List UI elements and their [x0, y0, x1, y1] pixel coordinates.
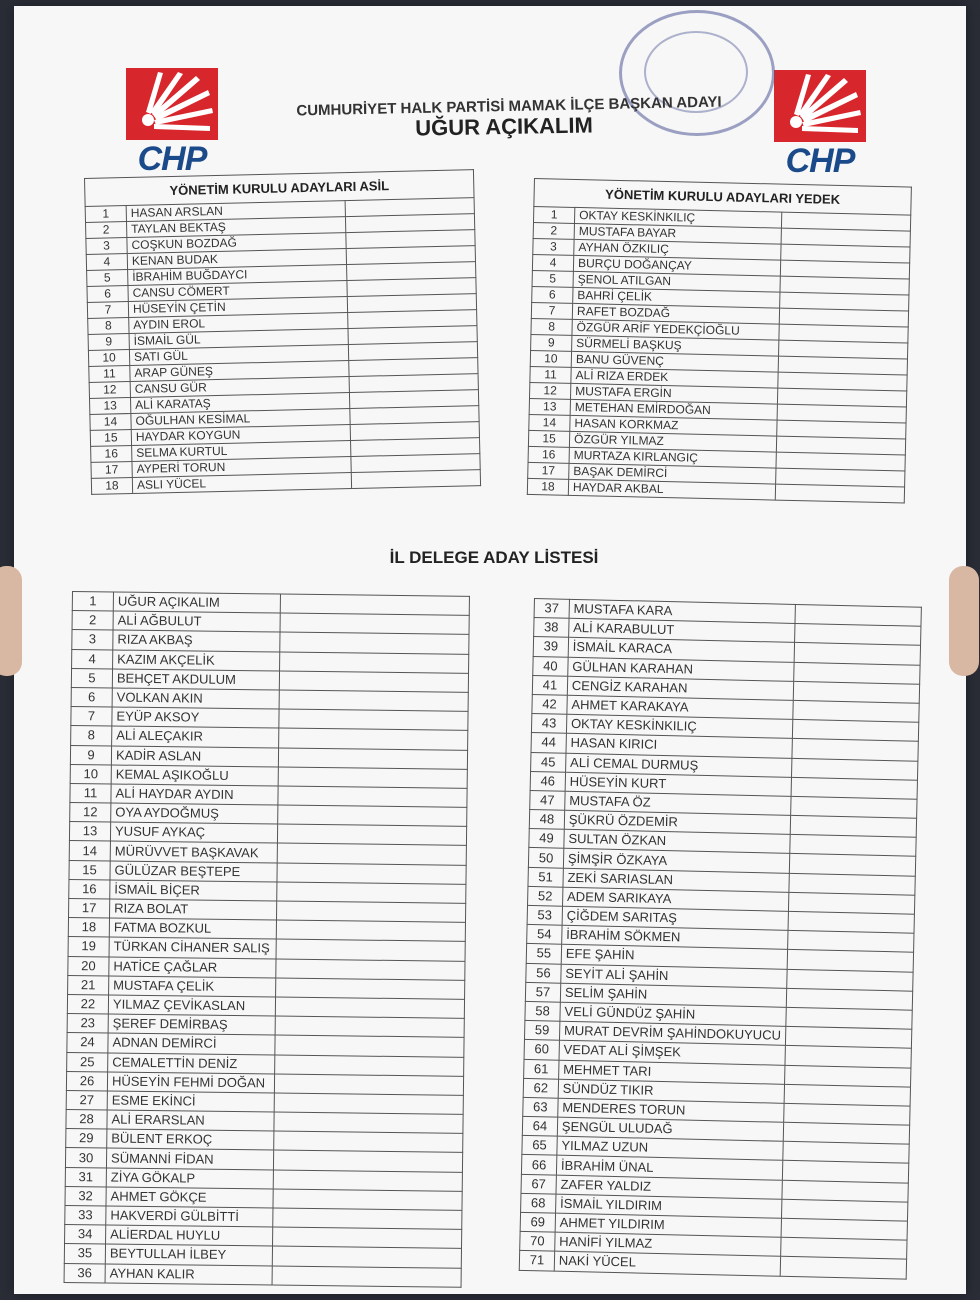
candidate-name: HAKVERDİ GÜLBİTTİ: [106, 1206, 273, 1227]
candidate-name: AYHAN ÖZKILIÇ: [574, 239, 781, 260]
candidate-name: HAYDAR AKBAL: [568, 479, 775, 500]
row-number: 18: [68, 918, 109, 938]
il-delege-table-left: [64, 591, 470, 1288]
row-number: 23: [67, 1014, 108, 1034]
candidate-name: MÜRÜVVET BAŞKAVAK: [110, 841, 277, 862]
il-delege-title: İL DELEGE ADAY LİSTESİ: [389, 548, 599, 567]
row-number: 2: [72, 611, 113, 631]
chp-logo-right: [774, 70, 866, 180]
row-number: 14: [90, 413, 131, 430]
row-number: 37: [534, 599, 569, 619]
candidate-name: AHMET YILDIRIM: [555, 1213, 781, 1237]
row-number: 33: [65, 1205, 106, 1225]
row-number: 16: [91, 445, 132, 462]
row-number: 61: [524, 1059, 559, 1079]
candidate-name: SULTAN ÖZKAN: [564, 829, 790, 853]
row-number: 58: [525, 1001, 560, 1021]
row-number: 24: [67, 1033, 108, 1053]
candidate-name: HATİCE ÇAĞLAR: [109, 957, 276, 978]
row-number: 18: [91, 477, 132, 494]
empty-cell: [273, 1208, 462, 1229]
row-number: 54: [527, 925, 562, 945]
candidate-name: ŞÜKRÜ ÖZDEMİR: [564, 810, 790, 834]
candidate-name: BAŞAK DEMİRCİ: [569, 463, 776, 484]
candidate-name: TAYLAN BEKTAŞ: [126, 217, 345, 238]
row-number: 68: [521, 1193, 556, 1213]
empty-cell: [280, 594, 469, 615]
candidate-name: İSMAİL KARACA: [568, 638, 794, 662]
empty-cell: [274, 1112, 463, 1133]
chp-logo-left: [126, 68, 218, 178]
empty-cell: [275, 997, 464, 1018]
candidate-name: HÜSEYİN KURT: [565, 772, 791, 796]
candidate-name: COŞKUN BOZDAĞ: [127, 233, 346, 254]
candidate-name: BAHRİ ÇELİK: [573, 287, 780, 308]
row-number: 15: [90, 429, 131, 446]
candidate-name: ESME EKİNCİ: [107, 1091, 274, 1112]
candidate-name: OKTAY KESKİNKILIÇ: [566, 714, 792, 738]
candidate-name: VOLKAN AKIN: [112, 688, 279, 709]
candidate-name: ALİ ERARSLAN: [107, 1110, 274, 1131]
row-number: 13: [69, 822, 110, 842]
candidate-name: ALİERDAL HUYLU: [106, 1225, 273, 1246]
document-paper: [14, 6, 966, 1294]
candidate-name: HASAN KORKMAZ: [570, 415, 777, 436]
candidate-name: BURÇU DOĞANÇAY: [573, 255, 780, 276]
empty-cell: [272, 1246, 461, 1267]
candidate-name: ALİ KARABULUT: [568, 618, 794, 642]
row-number: 1: [533, 207, 574, 224]
row-number: 20: [68, 956, 109, 976]
empty-cell: [273, 1189, 462, 1210]
candidate-name: SEYİT ALİ ŞAHİN: [561, 964, 787, 988]
empty-cell: [351, 470, 480, 489]
row-number: 7: [71, 707, 112, 727]
candidate-name: MUSTAFA BAYAR: [574, 223, 781, 244]
empty-cell: [277, 882, 466, 903]
row-number: 17: [528, 462, 569, 479]
row-number: 67: [521, 1174, 556, 1194]
empty-cell: [279, 690, 468, 711]
row-number: 47: [530, 790, 565, 810]
candidate-name: HASAN ARSLAN: [126, 201, 345, 222]
row-number: 9: [531, 334, 572, 351]
candidate-name: KEMAL AŞIKOĞLU: [111, 765, 278, 786]
logo-text: CHP: [785, 142, 855, 180]
row-number: 15: [69, 860, 110, 880]
row-number: 14: [529, 414, 570, 431]
candidate-name: BEYTULLAH İLBEY: [105, 1244, 272, 1265]
candidate-name: SÜNDÜZ TIKIR: [558, 1079, 784, 1103]
row-number: 10: [530, 350, 571, 367]
candidate-name: ADNAN DEMİRCİ: [108, 1033, 275, 1054]
row-number: 5: [87, 270, 128, 287]
candidate-name: MURAT DEVRİM ŞAHİNDOKUYUCU: [559, 1021, 785, 1045]
row-number: 7: [87, 302, 128, 319]
row-number: 63: [523, 1097, 558, 1117]
candidate-name: ZİYA GÖKALP: [106, 1168, 273, 1189]
row-number: 6: [71, 687, 112, 707]
candidate-name: ŞENGÜL ULUDAĞ: [557, 1117, 783, 1141]
candidate-name: HAYDAR KOYGUN: [131, 425, 350, 446]
row-number: 50: [528, 848, 563, 868]
candidate-name: CEMALETTİN DENİZ: [108, 1052, 275, 1073]
candidate-name: EFE ŞAHİN: [561, 945, 787, 969]
candidate-name: SÜMANNİ FİDAN: [106, 1148, 273, 1169]
candidate-name: GÜLHAN KARAHAN: [568, 657, 794, 681]
empty-cell: [273, 1150, 462, 1171]
row-number: 6: [532, 286, 573, 303]
row-number: 69: [520, 1212, 555, 1232]
empty-cell: [276, 978, 465, 999]
candidate-name: OĞULHAN KESİMAL: [131, 409, 350, 430]
empty-cell: [279, 709, 468, 730]
candidate-name: KAZIM AKÇELİK: [113, 650, 280, 671]
candidate-name: UĞUR AÇIKALIM: [113, 592, 280, 613]
row-number: 39: [533, 637, 568, 657]
row-number: 6: [87, 286, 128, 303]
candidate-name: ŞENOL ATILGAN: [573, 271, 780, 292]
candidate-name: ASLI YÜCEL: [132, 473, 351, 494]
row-number: 45: [531, 752, 566, 772]
right-thumb: [949, 566, 979, 676]
candidate-name: ŞİMŞİR ÖZKAYA: [563, 849, 789, 873]
candidate-name: ZAFER YALDIZ: [556, 1175, 782, 1199]
empty-cell: [775, 484, 904, 503]
candidate-name: AYHAN KALIR: [105, 1264, 272, 1285]
candidate-name: CANSU GÜR: [130, 377, 349, 398]
candidate-name: MUSTAFA ÇELİK: [109, 976, 276, 997]
row-number: 46: [530, 771, 565, 791]
row-number: 12: [529, 382, 570, 399]
candidate-name: HÜSEYİN FEHMİ DOĞAN: [107, 1072, 274, 1093]
row-number: 13: [529, 398, 570, 415]
row-number: 66: [521, 1155, 556, 1175]
row-number: 12: [89, 382, 130, 399]
candidate-name: İSMAİL BİÇER: [110, 880, 277, 901]
candidate-name: AHMET KARAKAYA: [567, 695, 793, 719]
candidate-name: İBRAHİM BUĞDAYCI: [128, 265, 347, 286]
row-number: 18: [527, 478, 568, 495]
row-number: 21: [68, 975, 109, 995]
candidate-name: TÜRKAN CİHANER SALIŞ: [109, 937, 276, 958]
candidate-name: RAFET BOZDAĞ: [572, 303, 779, 324]
row-number: 36: [64, 1263, 105, 1283]
candidate-name: AHMET GÖKÇE: [106, 1187, 273, 1208]
candidate-name: ALİ ALEÇAKIR: [112, 726, 279, 747]
row-number: 2: [86, 222, 127, 239]
yedek-body: [527, 207, 910, 503]
row-number: 43: [531, 714, 566, 734]
row-number: 1: [72, 592, 113, 612]
row-number: 11: [530, 366, 571, 383]
row-number: 8: [88, 318, 129, 335]
row-number: 4: [72, 649, 113, 669]
candidate-name: HASAN KIRICI: [566, 734, 792, 758]
header-subtitle: CUMHURİYET HALK PARTİSİ MAMAK İLÇE BAŞKAN ADAYI: [296, 93, 722, 120]
row-number: 53: [527, 905, 562, 925]
row-number: 29: [66, 1129, 107, 1149]
row-number: 1: [85, 206, 126, 223]
candidate-name: ALİ HAYDAR AYDIN: [111, 784, 278, 805]
list-row: [64, 1263, 461, 1287]
row-number: 59: [524, 1021, 559, 1041]
candidate-name: MENDERES TORUN: [558, 1098, 784, 1122]
candidate-name: VEDAT ALİ ŞİMŞEK: [559, 1041, 785, 1065]
candidate-name: ÖZGÜR YILMAZ: [569, 431, 776, 452]
row-number: 12: [70, 803, 111, 823]
candidate-name: CANSU CÖMERT: [128, 281, 347, 302]
row-number: 3: [72, 630, 113, 650]
candidate-name: HÜSEYİN ÇETİN: [128, 297, 347, 318]
asil-table: [84, 169, 481, 495]
row-number: 22: [67, 994, 108, 1014]
row-number: 27: [66, 1090, 107, 1110]
candidate-name: YILMAZ ÇEVİKASLAN: [108, 995, 275, 1016]
candidate-name: ALİ CEMAL DURMUŞ: [565, 753, 791, 777]
candidate-name: OYA AYDOĞMUŞ: [111, 803, 278, 824]
empty-cell: [276, 901, 465, 922]
row-number: 14: [69, 841, 110, 861]
empty-cell: [780, 1257, 907, 1279]
candidate-name: MUSTAFA ÖZ: [565, 791, 791, 815]
candidate-name: SÜRMELİ BAŞKUŞ: [572, 335, 779, 356]
candidate-name: BÜLENT ERKOÇ: [107, 1129, 274, 1150]
candidate-name: YILMAZ UZUN: [557, 1136, 783, 1160]
candidate-name: MURTAZA KIRLANGIÇ: [569, 447, 776, 468]
row-number: 71: [519, 1251, 554, 1271]
empty-cell: [273, 1227, 462, 1248]
row-number: 56: [526, 963, 561, 983]
candidate-name: İSMAİL GÜL: [129, 329, 348, 350]
row-number: 51: [528, 867, 563, 887]
empty-cell: [278, 767, 467, 788]
row-number: 9: [70, 745, 111, 765]
row-number: 38: [534, 618, 569, 638]
empty-cell: [276, 939, 465, 960]
candidate-name: ADEM SARIKAYA: [562, 887, 788, 911]
empty-cell: [275, 1035, 464, 1056]
row-number: 5: [71, 668, 112, 688]
empty-cell: [279, 671, 468, 692]
empty-cell: [279, 728, 468, 749]
candidate-name: BANU GÜVENÇ: [571, 351, 778, 372]
candidate-name: BEHÇET AKDULUM: [112, 669, 279, 690]
row-number: 26: [66, 1071, 107, 1091]
candidate-name: RIZA BOLAT: [110, 899, 277, 920]
row-number: 3: [533, 238, 574, 255]
candidate-name: ALİ AĞBULUT: [113, 611, 280, 632]
empty-cell: [274, 1074, 463, 1095]
candidate-name: AYDIN EROL: [129, 313, 348, 334]
row-number: 8: [531, 318, 572, 335]
row-number: 28: [66, 1110, 107, 1130]
candidate-name: ÇİĞDEM SARITAŞ: [562, 906, 788, 930]
empty-cell: [273, 1170, 462, 1191]
row-number: 41: [532, 675, 567, 695]
row-number: 57: [525, 982, 560, 1002]
empty-cell: [276, 959, 465, 980]
candidate-name: ÖZGÜR ARİF YEDEKÇİOĞLU: [572, 319, 779, 340]
candidate-name: ALİ KARATAŞ: [130, 393, 349, 414]
candidate-name: ARAP GÜNEŞ: [130, 361, 349, 382]
row-number: 49: [529, 829, 564, 849]
row-number: 11: [70, 783, 111, 803]
row-number: 52: [528, 886, 563, 906]
empty-cell: [277, 863, 466, 884]
yedek-title: YÖNETİM KURULU ADAYLARI YEDEK: [534, 179, 912, 216]
empty-cell: [278, 748, 467, 769]
row-number: 13: [90, 398, 131, 415]
candidate-name: FATMA BOZKUL: [109, 918, 276, 939]
row-number: 62: [523, 1078, 558, 1098]
candidate-name: KADİR ASLAN: [111, 745, 278, 766]
empty-cell: [272, 1266, 461, 1287]
candidate-name: İBRAHİM ÜNAL: [556, 1156, 782, 1180]
candidate-name: OKTAY KESKİNKILIÇ: [574, 207, 781, 228]
candidate-name: İBRAHİM SÖKMEN: [562, 925, 788, 949]
row-number: 25: [67, 1052, 108, 1072]
row-number: 17: [69, 898, 110, 918]
row-number: 16: [69, 879, 110, 899]
logo-text: CHP: [137, 140, 207, 178]
empty-cell: [275, 1055, 464, 1076]
official-stamp: [619, 10, 775, 136]
il-right-body: [519, 599, 921, 1279]
row-number: 5: [532, 270, 573, 287]
candidate-name: VELİ GÜNDÜZ ŞAHİN: [560, 1002, 786, 1026]
candidate-name: NAKİ YÜCEL: [554, 1252, 780, 1276]
asil-body: [85, 198, 480, 495]
row-number: 44: [531, 733, 566, 753]
candidate-name: HANİFİ YILMAZ: [555, 1232, 781, 1256]
candidate-name: GÜLÜZAR BEŞTEPE: [110, 861, 277, 882]
row-number: 10: [70, 764, 111, 784]
empty-cell: [278, 805, 467, 826]
row-number: 7: [531, 302, 572, 319]
row-number: 16: [528, 446, 569, 463]
candidate-name: SELMA KURTUL: [132, 441, 351, 462]
empty-cell: [277, 843, 466, 864]
row-number: 64: [522, 1116, 557, 1136]
row-number: 42: [532, 694, 567, 714]
candidate-name: MEHMET TARI: [558, 1060, 784, 1084]
asil-title: YÖNETİM KURULU ADAYLARI ASİL: [85, 170, 475, 207]
candidate-name: RIZA AKBAŞ: [113, 630, 280, 651]
row-number: 55: [526, 944, 561, 964]
candidate-name: EYÜP AKSOY: [112, 707, 279, 728]
row-number: 4: [532, 254, 573, 271]
yedek-table: [527, 178, 912, 503]
row-number: 3: [86, 238, 127, 255]
empty-cell: [280, 632, 469, 653]
row-number: 40: [533, 656, 568, 676]
candidate-name: ALİ RIZA ERDEK: [571, 367, 778, 388]
row-number: 19: [68, 937, 109, 957]
candidate-name: ZEKİ SARIASLAN: [563, 868, 789, 892]
row-number: 48: [529, 810, 564, 830]
row-number: 11: [89, 366, 130, 383]
empty-cell: [274, 1093, 463, 1114]
row-number: 32: [65, 1186, 106, 1206]
row-number: 2: [533, 222, 574, 239]
row-number: 4: [86, 254, 127, 271]
il-delege-table-right: [519, 598, 922, 1279]
candidate-name: SELİM ŞAHİN: [560, 983, 786, 1007]
empty-cell: [280, 652, 469, 673]
empty-cell: [277, 824, 466, 845]
candidate-name: METEHAN EMİRDOĞAN: [570, 399, 777, 420]
candidate-name: YUSUF AYKAÇ: [110, 822, 277, 843]
candidate-name: ŞEREF DEMİRBAŞ: [108, 1014, 275, 1035]
candidate-name: KENAN BUDAK: [127, 249, 346, 270]
row-number: 31: [65, 1167, 106, 1187]
row-number: 10: [88, 350, 129, 367]
row-number: 30: [65, 1148, 106, 1168]
row-number: 70: [520, 1232, 555, 1252]
candidate-name: İSMAİL YILDIRIM: [555, 1194, 781, 1218]
row-number: 65: [522, 1136, 557, 1156]
candidate-name: AYPERİ TORUN: [132, 457, 351, 478]
row-number: 9: [88, 334, 129, 351]
row-number: 34: [65, 1225, 106, 1245]
candidate-name: MUSTAFA ERGİN: [570, 383, 777, 404]
empty-cell: [278, 786, 467, 807]
empty-cell: [280, 613, 469, 634]
il-left-body: [64, 592, 469, 1288]
empty-cell: [274, 1131, 463, 1152]
candidate-name: CENGİZ KARAHAN: [567, 676, 793, 700]
row-number: 60: [524, 1040, 559, 1060]
left-thumb: [0, 566, 22, 676]
row-number: 15: [528, 430, 569, 447]
header-candidate-name: UĞUR AÇIKALIM: [414, 112, 594, 141]
empty-cell: [275, 1016, 464, 1037]
row-number: 8: [71, 726, 112, 746]
candidate-name: MUSTAFA KARA: [569, 599, 795, 623]
row-number: 17: [91, 461, 132, 478]
empty-cell: [276, 920, 465, 941]
row-number: 35: [64, 1244, 105, 1264]
candidate-name: SATI GÜL: [129, 345, 348, 366]
